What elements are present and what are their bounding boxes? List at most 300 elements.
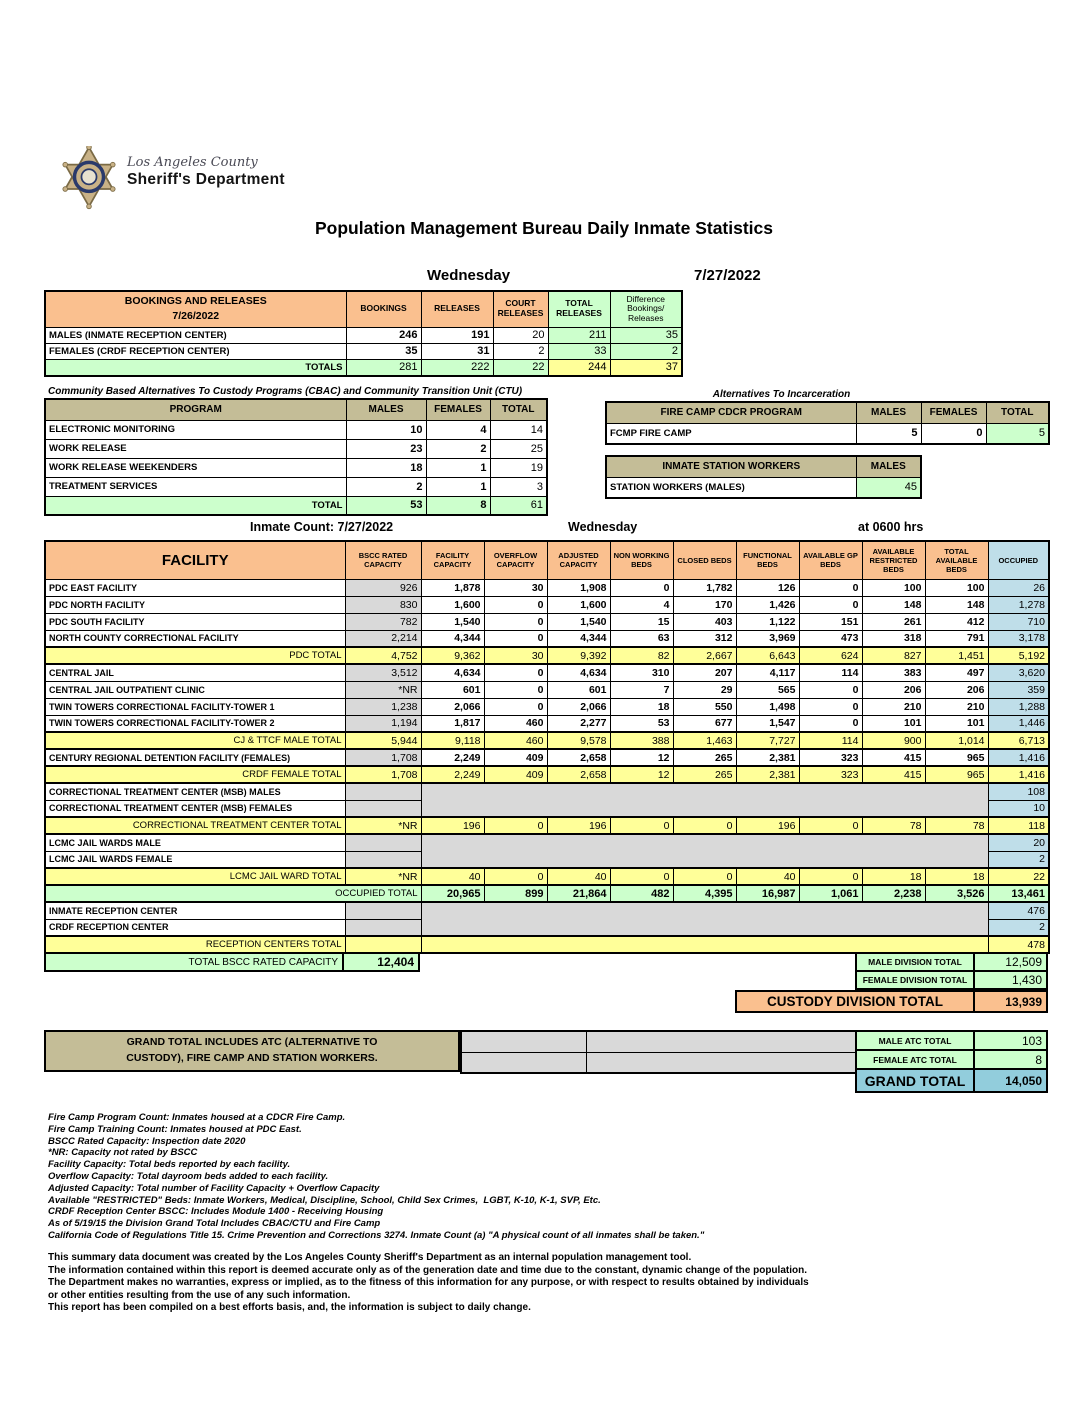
capacity-cell: 1,463	[673, 732, 736, 749]
capacity-cell: 497	[925, 664, 988, 681]
capacity-cell: 473	[799, 630, 862, 647]
capacity-cell: 196	[736, 817, 799, 834]
col-total: TOTAL	[986, 402, 1049, 423]
report-date: 7/27/2022	[694, 267, 761, 284]
cbac-program-label: WORK RELEASE	[45, 439, 346, 458]
facility-row-label: TWIN TOWERS CORRECTIONAL FACILITY-TOWER 1	[45, 698, 345, 715]
facility-row-label: LCMC JAIL WARD TOTAL	[45, 868, 345, 885]
col-inmate-station-workers: INMATE STATION WORKERS	[606, 456, 856, 477]
col-total-releases: TOTAL RELEASES	[548, 291, 610, 327]
facility-row	[45, 817, 1049, 834]
capacity-cell: 82	[610, 647, 673, 664]
occupied-total-cell: 13,461	[988, 885, 1049, 902]
bscc-capacity-cell: 926	[345, 579, 421, 596]
station-workers-label: STATION WORKERS (MALES)	[606, 477, 856, 498]
capacity-cell: 3,969	[736, 630, 799, 647]
occupied-cell: 478	[988, 936, 1049, 953]
capacity-cell: 2,066	[547, 698, 610, 715]
capacity-total-cell: 3,526	[925, 885, 988, 902]
facility-header-row	[45, 541, 1049, 579]
capacity-total-cell: 16,987	[736, 885, 799, 902]
station-workers-row	[606, 477, 921, 498]
cbac-value: 2	[426, 439, 490, 458]
capacity-cell: 323	[799, 749, 862, 766]
col-facility-capacity: FACILITY CAPACITY	[421, 541, 484, 579]
bscc-capacity-cell: *NR	[345, 681, 421, 698]
male-atc-label: MALE ATC TOTAL	[855, 1030, 975, 1051]
col-females: FEMALES	[921, 402, 986, 423]
capacity-cell: 0	[799, 698, 862, 715]
cbac-totals-value: 61	[490, 496, 547, 515]
capacity-cell: 550	[673, 698, 736, 715]
facility-row	[45, 613, 1049, 630]
capacity-cell: 0	[484, 698, 547, 715]
bookings-value: 35	[610, 327, 682, 343]
capacity-cell: 7	[610, 681, 673, 698]
capacity-cell: 9,578	[547, 732, 610, 749]
bookings-value: 2	[493, 343, 548, 359]
facility-row	[45, 868, 1049, 885]
capacity-cell: 1,600	[547, 596, 610, 613]
occupied-cell: 10	[988, 800, 1049, 817]
capacity-cell: 114	[799, 664, 862, 681]
capacity-cell: 312	[673, 630, 736, 647]
bscc-capacity-cell: 2,214	[345, 630, 421, 647]
cbac-value: 23	[346, 439, 426, 458]
footnote-line: Fire Camp Training Count: Inmates housed at PDC East.	[48, 1123, 302, 1135]
bscc-capacity-cell: 1,194	[345, 715, 421, 732]
capacity-cell: 78	[925, 817, 988, 834]
capacity-cell: 0	[484, 817, 547, 834]
cbac-program-label: ELECTRONIC MONITORING	[45, 420, 346, 439]
logo-text	[127, 146, 285, 189]
capacity-cell: 206	[862, 681, 925, 698]
capacity-cell: 1,540	[421, 613, 484, 630]
capacity-total-cell: 21,864	[547, 885, 610, 902]
facility-statistics-table	[44, 540, 1050, 954]
occupied-cell: 118	[988, 817, 1049, 834]
facility-row	[45, 715, 1049, 732]
capacity-cell: 0	[484, 681, 547, 698]
facility-row-label: TWIN TOWERS CORRECTIONAL FACILITY-TOWER 2	[45, 715, 345, 732]
capacity-cell: 210	[925, 698, 988, 715]
grand-total-note-line2: CUSTODY), FIRE CAMP AND STATION WORKERS.	[126, 1052, 378, 1064]
grand-total-empty-cells	[460, 1030, 857, 1074]
col-total: TOTAL	[490, 399, 547, 420]
custody-division-value: 13,939	[973, 990, 1048, 1013]
capacity-cell: 318	[862, 630, 925, 647]
cbac-header-row	[45, 399, 547, 420]
capacity-cell: 900	[862, 732, 925, 749]
station-workers-header-row	[606, 456, 921, 477]
bookings-totals-label: TOTALS	[45, 359, 346, 376]
facility-row-label: NORTH COUNTY CORRECTIONAL FACILITY	[45, 630, 345, 647]
capacity-cell: 100	[862, 579, 925, 596]
bookings-row-label: FEMALES (CRDF RECEPTION CENTER)	[45, 343, 346, 359]
facility-row-label: CJ & TTCF MALE TOTAL	[45, 732, 345, 749]
bookings-value: 191	[421, 327, 493, 343]
facility-row-label: CENTRAL JAIL OUTPATIENT CLINIC	[45, 681, 345, 698]
bookings-value: 31	[421, 343, 493, 359]
male-division-label: MALE DIVISION TOTAL	[855, 952, 975, 972]
capacity-cell: 403	[673, 613, 736, 630]
bookings-totals-value: 244	[548, 359, 610, 376]
capacity-cell: 30	[484, 647, 547, 664]
cbac-value: 25	[490, 439, 547, 458]
col-program: PROGRAM	[45, 399, 346, 420]
capacity-cell: 0	[799, 715, 862, 732]
grand-total-value: 14,050	[973, 1068, 1048, 1093]
capacity-cell: 2,066	[421, 698, 484, 715]
cbac-value: 2	[346, 477, 426, 496]
sheriff-star-icon	[60, 146, 118, 210]
col-overflow-capacity: OVERFLOW CAPACITY	[484, 541, 547, 579]
page-title: Population Management Bureau Daily Inmate Statistics	[314, 218, 774, 238]
disclaimer	[48, 1252, 809, 1315]
occupied-cell: 2	[988, 919, 1049, 936]
facility-row	[45, 647, 1049, 664]
capacity-cell: 624	[799, 647, 862, 664]
cbac-value: 14	[490, 420, 547, 439]
capacity-cell: 170	[673, 596, 736, 613]
bookings-value: 33	[548, 343, 610, 359]
occupied-cell: 3,620	[988, 664, 1049, 681]
bookings-row-label: MALES (INMATE RECEPTION CENTER)	[45, 327, 346, 343]
capacity-cell: 18	[610, 698, 673, 715]
disclaimer-line: The Department makes no warranties, express or implied, as to the fitness of this information for any purpose, or with respect to results obtained by individuals	[48, 1277, 809, 1289]
capacity-cell: 0	[799, 579, 862, 596]
capacity-cell: 0	[610, 817, 673, 834]
col-adjusted-capacity: ADJUSTED CAPACITY	[547, 541, 610, 579]
merged-empty-cell	[421, 834, 988, 868]
capacity-cell: 323	[799, 766, 862, 783]
capacity-cell: 6,643	[736, 647, 799, 664]
fire-camp-table	[605, 401, 1050, 445]
capacity-cell: 415	[862, 766, 925, 783]
capacity-cell: 0	[799, 681, 862, 698]
bookings-totals-value: 37	[610, 359, 682, 376]
inmate-count-label: Inmate Count: 7/27/2022	[250, 520, 394, 534]
cbac-totals-row	[45, 496, 547, 515]
capacity-cell: 151	[799, 613, 862, 630]
occupied-cell: 476	[988, 902, 1049, 919]
bscc-capacity-cell	[345, 936, 421, 953]
facility-row-label: INMATE RECEPTION CENTER	[45, 902, 345, 919]
capacity-cell: 18	[925, 868, 988, 885]
capacity-cell: 677	[673, 715, 736, 732]
cbac-value: 1	[426, 458, 490, 477]
capacity-cell: 0	[484, 596, 547, 613]
facility-row-label: LCMC JAIL WARDS FEMALE	[45, 851, 345, 868]
footnotes	[48, 1112, 704, 1242]
fire-camp-header-row	[606, 402, 1049, 423]
facility-row-label: LCMC JAIL WARDS MALE	[45, 834, 345, 851]
facility-row-label: PDC NORTH FACILITY	[45, 596, 345, 613]
occupied-cell: 1,416	[988, 749, 1049, 766]
occupied-cell: 1,416	[988, 766, 1049, 783]
capacity-cell: 1,908	[547, 579, 610, 596]
col-males: MALES	[856, 402, 921, 423]
capacity-cell: 196	[421, 817, 484, 834]
bscc-capacity-cell	[345, 902, 421, 919]
bookings-totals-value: 222	[421, 359, 493, 376]
grand-gray-row	[461, 1031, 856, 1052]
inmate-count-weekday: Wednesday	[568, 520, 638, 534]
bscc-capacity-cell	[345, 919, 421, 936]
cbac-value: 18	[346, 458, 426, 477]
capacity-cell: 1,426	[736, 596, 799, 613]
capacity-cell: 207	[673, 664, 736, 681]
capacity-cell: 1,782	[673, 579, 736, 596]
capacity-cell: 415	[862, 749, 925, 766]
capacity-cell: 1,451	[925, 647, 988, 664]
capacity-cell: 0	[484, 630, 547, 647]
capacity-cell: 9,118	[421, 732, 484, 749]
capacity-cell: 4,344	[421, 630, 484, 647]
capacity-cell: 40	[547, 868, 610, 885]
capacity-cell: 409	[484, 749, 547, 766]
cbac-row	[45, 458, 547, 477]
capacity-cell: 196	[547, 817, 610, 834]
capacity-cell: 0	[484, 613, 547, 630]
capacity-cell: 7,727	[736, 732, 799, 749]
bscc-capacity-cell: 1,708	[345, 749, 421, 766]
occupied-cell: 1,446	[988, 715, 1049, 732]
capacity-total-cell: 4,395	[673, 885, 736, 902]
facility-row	[45, 579, 1049, 596]
facility-row	[45, 902, 1049, 919]
occupied-cell: 5,192	[988, 647, 1049, 664]
col-males: MALES	[346, 399, 426, 420]
bookings-row	[45, 343, 682, 359]
bookings-row	[45, 327, 682, 343]
cbac-program-label: TREATMENT SERVICES	[45, 477, 346, 496]
col-available-restricted-beds: AVAILABLE RESTRICTED BEDS	[862, 541, 925, 579]
merged-empty-cell	[421, 902, 988, 936]
capacity-cell: 126	[736, 579, 799, 596]
female-atc-value: 8	[973, 1049, 1048, 1070]
facility-row-label: CENTURY REGIONAL DETENTION FACILITY (FEMALES)	[45, 749, 345, 766]
capacity-cell: 1,547	[736, 715, 799, 732]
occupied-cell: 710	[988, 613, 1049, 630]
capacity-total-cell: 899	[484, 885, 547, 902]
cbac-value: 1	[426, 477, 490, 496]
capacity-total-cell: 482	[610, 885, 673, 902]
capacity-cell: 2,277	[547, 715, 610, 732]
bscc-capacity-cell: 5,944	[345, 732, 421, 749]
facility-row	[45, 732, 1049, 749]
capacity-cell: 40	[421, 868, 484, 885]
footnote-line: BSCC Rated Capacity: Inspection date 2020	[48, 1135, 246, 1147]
bscc-capacity-cell: 3,512	[345, 664, 421, 681]
facility-row	[45, 749, 1049, 766]
capacity-cell: 0	[673, 868, 736, 885]
disclaimer-line: The information contained within this report is deemed accurate only as of the generation date and time due to the constant, dynamic change of the population.	[48, 1264, 807, 1276]
fire-camp-value: 0	[921, 423, 986, 444]
cbac-totals-value: 53	[346, 496, 426, 515]
facility-row	[45, 834, 1049, 851]
footnote-line: *NR: Capacity not rated by BSCC	[48, 1147, 198, 1159]
cbac-row	[45, 477, 547, 496]
bscc-capacity-cell	[345, 783, 421, 800]
capacity-cell: 4,344	[547, 630, 610, 647]
col-males: MALES	[856, 456, 921, 477]
total-bscc-label: TOTAL BSCC RATED CAPACITY	[44, 952, 344, 972]
occupied-cell: 6,713	[988, 732, 1049, 749]
capacity-cell: 78	[862, 817, 925, 834]
footnote-line: California Code of Regulations Title 15. Crime Prevention and Corrections 3274. Inmate Count (a) "A physical count of all inmates shall be taken."	[48, 1229, 705, 1241]
bscc-capacity-cell: 1,238	[345, 698, 421, 715]
female-division-value: 1,430	[973, 970, 1048, 990]
capacity-cell: 63	[610, 630, 673, 647]
bookings-title-line1: BOOKINGS AND RELEASES	[124, 294, 267, 307]
footnote-line: Fire Camp Program Count: Inmates housed at a CDCR Fire Camp.	[48, 1112, 346, 1123]
occupied-cell: 1,288	[988, 698, 1049, 715]
grand-total-label: GRAND TOTAL	[855, 1068, 975, 1093]
facility-row-label: PDC TOTAL	[45, 647, 345, 664]
capacity-total-cell: 20,965	[421, 885, 484, 902]
col-bscc-rated-capacity: BSCC RATED CAPACITY	[345, 541, 421, 579]
col-occupied: OCCUPIED	[988, 541, 1049, 579]
capacity-cell: 206	[925, 681, 988, 698]
facility-row-label: CORRECTIONAL TREATMENT CENTER TOTAL	[45, 817, 345, 834]
capacity-cell: 40	[736, 868, 799, 885]
empty-cell	[586, 1031, 856, 1052]
merged-empty-cell	[421, 936, 988, 953]
occupied-cell: 1,278	[988, 596, 1049, 613]
capacity-cell: 4,634	[547, 664, 610, 681]
cbac-row	[45, 420, 547, 439]
bookings-header-row	[45, 291, 682, 327]
bookings-value: 35	[346, 343, 421, 359]
male-atc-value: 103	[973, 1030, 1048, 1051]
bookings-table-title	[45, 291, 346, 327]
capacity-cell: 100	[925, 579, 988, 596]
bookings-totals-value: 22	[493, 359, 548, 376]
bookings-value: 20	[493, 327, 548, 343]
col-total-available-beds: TOTAL AVAILABLE BEDS	[925, 541, 988, 579]
col-available-gp-beds: AVAILABLE GP BEDS	[799, 541, 862, 579]
capacity-cell: 601	[547, 681, 610, 698]
merged-empty-cell	[421, 783, 988, 817]
capacity-cell: 101	[925, 715, 988, 732]
bscc-capacity-cell	[345, 851, 421, 868]
bscc-capacity-cell: 4,752	[345, 647, 421, 664]
empty-cell	[461, 1031, 586, 1052]
cbac-table	[44, 398, 548, 516]
capacity-total-cell: 2,238	[862, 885, 925, 902]
cbac-totals-label: TOTAL	[45, 496, 346, 515]
capacity-cell: 1,498	[736, 698, 799, 715]
capacity-cell: 0	[484, 664, 547, 681]
capacity-cell: 261	[862, 613, 925, 630]
capacity-cell: 1,878	[421, 579, 484, 596]
capacity-cell: 53	[610, 715, 673, 732]
facility-row-label: PDC EAST FACILITY	[45, 579, 345, 596]
footnote-line: As of 5/19/15 the Division Grand Total Includes CBAC/CTU and Fire Camp	[48, 1218, 381, 1230]
capacity-cell: 148	[925, 596, 988, 613]
col-court-releases: COURT RELEASES	[493, 291, 548, 327]
bscc-capacity-cell: *NR	[345, 817, 421, 834]
capacity-cell: 4	[610, 596, 673, 613]
capacity-cell: 2,381	[736, 749, 799, 766]
facility-row	[45, 936, 1049, 953]
col-fire-camp-program: FIRE CAMP CDCR PROGRAM	[606, 402, 856, 423]
col-females: FEMALES	[426, 399, 490, 420]
bookings-value: 211	[548, 327, 610, 343]
cbac-program-label: WORK RELEASE WEEKENDERS	[45, 458, 346, 477]
station-workers-table	[605, 455, 922, 499]
bscc-capacity-cell: 782	[345, 613, 421, 630]
capacity-cell: 2,658	[547, 749, 610, 766]
facility-row-label: CORRECTIONAL TREATMENT CENTER (MSB) FEMALES	[45, 800, 345, 817]
capacity-cell: 101	[862, 715, 925, 732]
station-workers-value: 45	[856, 477, 921, 498]
custody-division-label: CUSTODY DIVISION TOTAL	[735, 990, 975, 1013]
occupied-cell: 359	[988, 681, 1049, 698]
empty-cell	[461, 1052, 586, 1073]
col-functional-beds: FUNCTIONAL BEDS	[736, 541, 799, 579]
male-division-value: 12,509	[973, 952, 1048, 972]
footnote-line: Adjusted Capacity: Total number of Facility Capacity + Overflow Capacity	[48, 1182, 380, 1194]
capacity-cell: 0	[610, 579, 673, 596]
occupied-cell: 2	[988, 851, 1049, 868]
footnote-line: CRDF Reception Center BSCC: Includes Module 1400 - Receiving Housing	[48, 1206, 384, 1218]
facility-row	[45, 766, 1049, 783]
capacity-cell: 2,249	[421, 749, 484, 766]
facility-row	[45, 596, 1049, 613]
capacity-cell: 1,122	[736, 613, 799, 630]
capacity-cell: 265	[673, 749, 736, 766]
capacity-cell: 1,014	[925, 732, 988, 749]
bscc-capacity-cell	[345, 800, 421, 817]
female-division-label: FEMALE DIVISION TOTAL	[855, 970, 975, 990]
capacity-cell: 15	[610, 613, 673, 630]
capacity-cell: 412	[925, 613, 988, 630]
footnote-line: Overflow Capacity: Total dayroom beds added to each facility.	[48, 1170, 329, 1182]
capacity-cell: 409	[484, 766, 547, 783]
facility-row-label: RECEPTION CENTERS TOTAL	[45, 936, 345, 953]
capacity-cell: 210	[862, 698, 925, 715]
disclaimer-line: This summary data document was created by the Los Angeles County Sheriff's Department as an internal population management tool.	[48, 1252, 692, 1263]
report-weekday: Wednesday	[427, 267, 511, 284]
facility-row-label: CORRECTIONAL TREATMENT CENTER (MSB) MALES	[45, 783, 345, 800]
capacity-cell: 1,600	[421, 596, 484, 613]
capacity-cell: 9,362	[421, 647, 484, 664]
facility-row-label: OCCUPIED TOTAL	[45, 885, 421, 902]
capacity-cell: 0	[799, 868, 862, 885]
footnote-line: Available "RESTRICTED" Beds: Inmate Workers, Medical, Discipline, School, Child Sex Crimes, LGBT, K-10, K-1, SVP, Etc.	[48, 1194, 601, 1206]
col-bookings: BOOKINGS	[346, 291, 421, 327]
capacity-cell: 148	[862, 596, 925, 613]
cbac-value: 19	[490, 458, 547, 477]
capacity-cell: 0	[610, 868, 673, 885]
capacity-cell: 310	[610, 664, 673, 681]
capacity-cell: 791	[925, 630, 988, 647]
bscc-capacity-cell: *NR	[345, 868, 421, 885]
bscc-capacity-cell: 1,708	[345, 766, 421, 783]
col-difference: Difference Bookings/ Releases	[610, 291, 682, 327]
footnote-line: Facility Capacity: Total beds reported by each facility.	[48, 1159, 291, 1171]
grand-gray-row	[461, 1052, 856, 1073]
facility-row	[45, 630, 1049, 647]
cbac-row	[45, 439, 547, 458]
sheriff-logo	[60, 146, 285, 210]
capacity-cell: 388	[610, 732, 673, 749]
capacity-cell: 29	[673, 681, 736, 698]
facility-row	[45, 664, 1049, 681]
capacity-cell: 114	[799, 732, 862, 749]
